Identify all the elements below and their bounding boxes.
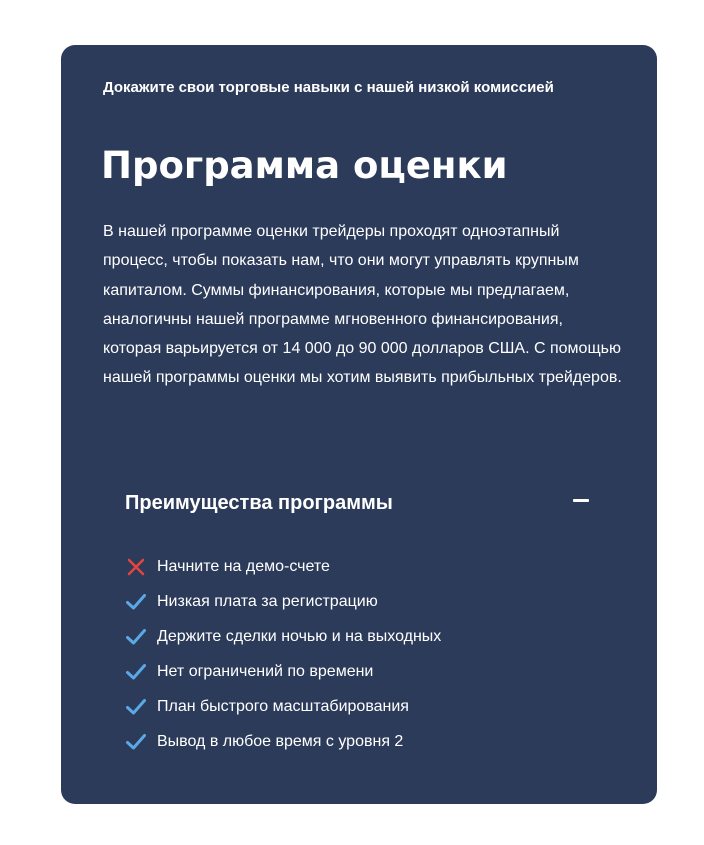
card-eyebrow: Докажите свои торговые навыки с нашей низкой комиссией — [103, 79, 554, 96]
benefits-accordion-title: Преимущества программы — [125, 492, 393, 514]
check-icon — [125, 731, 147, 753]
card-description: В нашей программе оценки трейдеры проходят одноэтапный процесс, чтобы показать нам, что они могут управлять крупным капиталом. Суммы финансирования, которые мы предлагаем, аналогичны нашей программе мгновенного финансирования, которая варьируется от 14 000 до 90 000 долларов США. С помощью нашей программы оценки мы хотим выявить прибыльных трейдеров. — [103, 223, 622, 387]
list-item — [125, 619, 441, 654]
page-title: Программа оценки — [101, 144, 508, 187]
list-item-label: Начните на демо-счете — [157, 557, 330, 575]
list-item-label: Держите сделки ночью и на выходных — [157, 627, 442, 645]
list-item-label: План быстрого масштабирования — [157, 697, 409, 715]
list-item-label: Нет ограничений по времени — [157, 662, 374, 680]
check-icon — [125, 626, 147, 648]
collapse-button[interactable] — [567, 487, 595, 515]
list-item-label: Вывод в любое время с уровня 2 — [157, 732, 404, 750]
list-item — [125, 549, 441, 584]
list-item — [125, 584, 441, 619]
check-icon — [125, 591, 147, 613]
check-icon — [125, 696, 147, 718]
benefits-list — [125, 549, 441, 759]
program-card — [61, 45, 657, 804]
minus-icon — [573, 499, 589, 502]
benefits-accordion-header[interactable] — [125, 483, 595, 523]
list-item-label: Низкая плата за регистрацию — [157, 592, 378, 610]
list-item — [125, 724, 441, 759]
check-icon — [125, 661, 147, 683]
list-item — [125, 689, 441, 724]
list-item — [125, 654, 441, 689]
cross-icon — [125, 556, 147, 578]
